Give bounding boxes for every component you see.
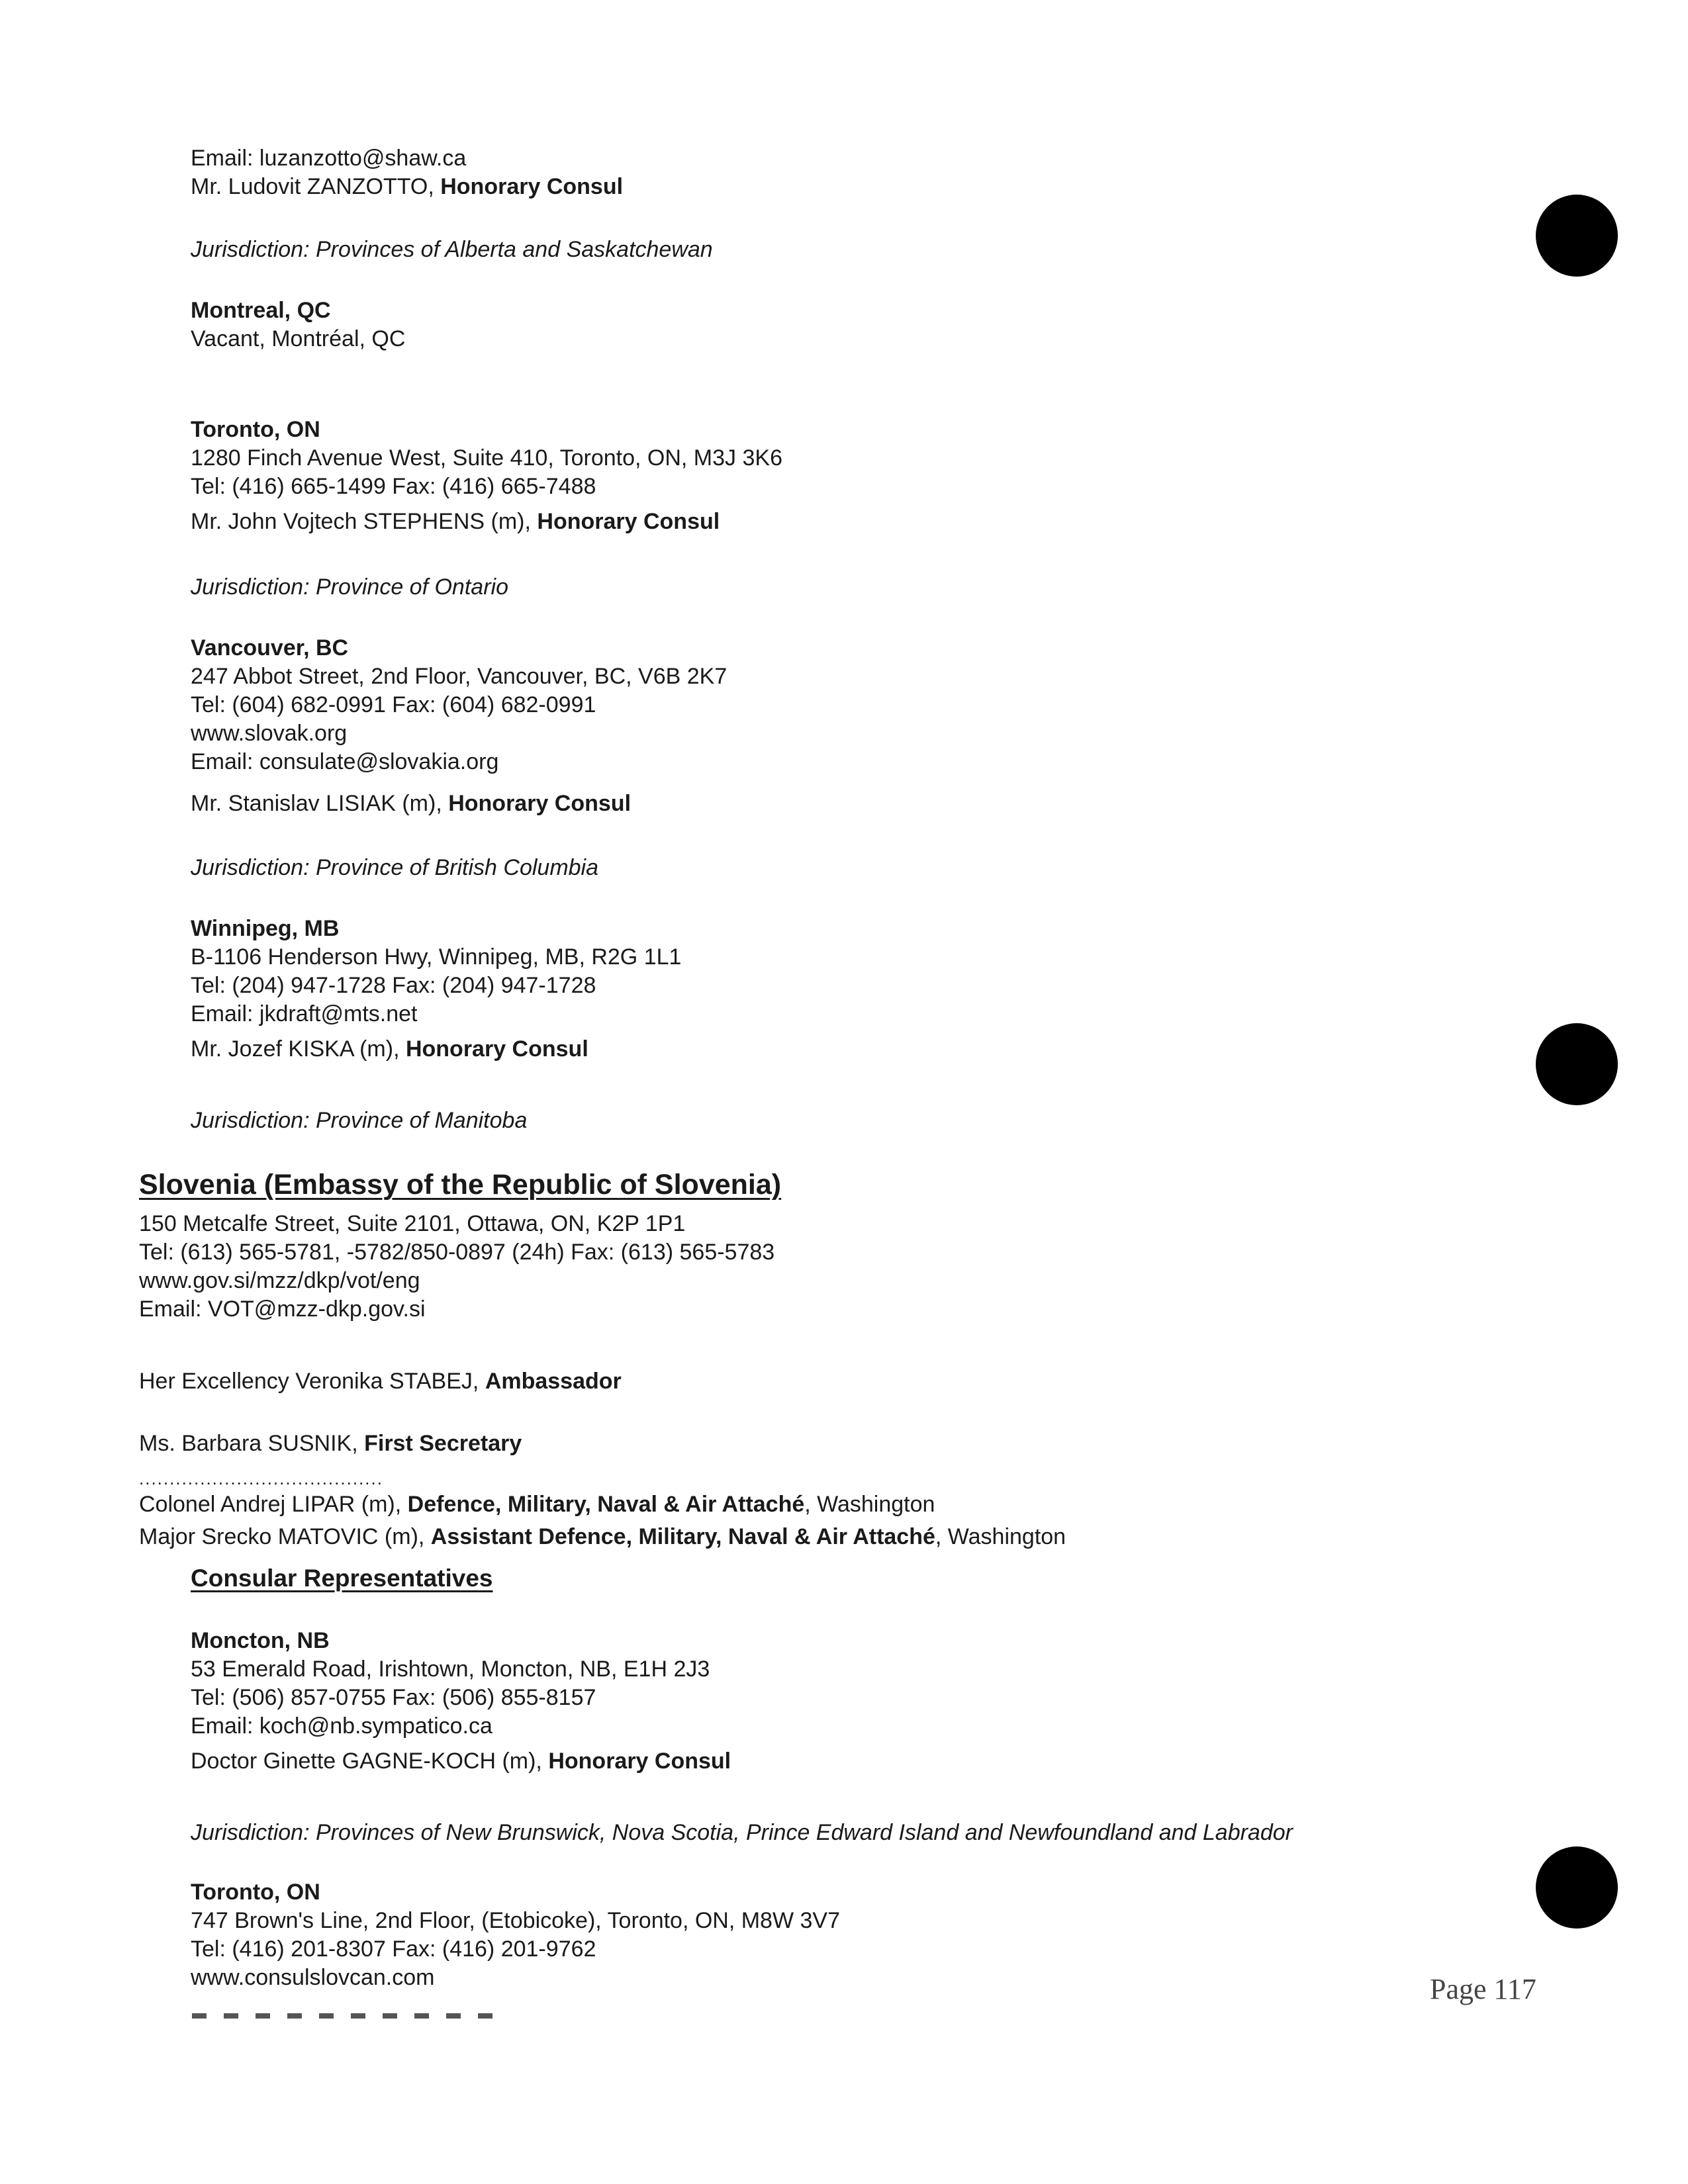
jurisdiction-line: Jurisdiction: Provinces of New Brunswick, Nova Scotia, Prince Edward Island and Newfoundland and Labrador [191,1820,1293,1845]
email-line: Email: luzanzotto@shaw.ca [191,146,467,171]
attache-list [139,1490,1066,1551]
jurisdiction-line: Jurisdiction: Province of Ontario [191,574,508,600]
city-heading: Toronto, ON [191,417,320,442]
consul-line: Mr. Ludovit ZANZOTTO, Honorary Consul [191,174,624,199]
website-line: www.gov.si/mzz/dkp/vot/eng [139,1268,420,1293]
city-heading: Vancouver, BC [191,635,349,660]
punch-hole-top [1536,195,1618,277]
cut-off-text-fragment [192,2013,510,2019]
page-number: Page 117 [1430,1973,1536,2005]
address-line: 53 Emerald Road, Irishtown, Moncton, NB, E1H 2J3 [191,1657,710,1682]
consul-entry-moncton [191,1627,731,1776]
consul-entry-toronto [191,416,782,536]
tel-line: Tel: (416) 201-8307 Fax: (416) 201-9762 [191,1936,596,1962]
consul-entry-montreal [191,296,405,353]
jurisdiction-line: Jurisdiction: Province of Manitoba [191,1108,528,1133]
consul-line: Mr. John Vojtech STEPHENS (m), Honorary Consul [191,509,720,534]
city-heading: Moncton, NB [191,1628,330,1653]
jurisdiction-line: Jurisdiction: Province of British Columbia [191,855,599,880]
email-line: Email: koch@nb.sympatico.ca [191,1713,492,1739]
consul-entry-winnipeg [191,915,681,1064]
first-secretary-line: Ms. Barbara SUSNIK, First Secretary [139,1431,522,1456]
tel-line: Tel: (613) 565-5781, -5782/850-0897 (24h) Fax: (613) 565-5783 [139,1240,775,1265]
consular-representatives-heading: Consular Representatives [191,1565,493,1592]
website-line: www.slovak.org [191,721,348,746]
address-line: 1280 Finch Avenue West, Suite 410, Toronto, ON, M3J 3K6 [191,445,782,471]
assistant-attache-line: Major Srecko MATOVIC (m), Assistant Defence, Military, Naval & Air Attaché, Washington [139,1524,1066,1549]
email-line: Email: VOT@mzz-dkp.gov.si [139,1297,426,1322]
separator-dots: ........................................ [139,1469,383,1488]
city-heading: Montreal, QC [191,298,331,323]
email-line: Email: consulate@slovakia.org [191,749,499,774]
embassy-contact [139,1210,774,1324]
consul-entry-calgary [191,144,623,201]
jurisdiction-line: Jurisdiction: Provinces of Alberta and Saskatchewan [191,237,713,262]
consul-line: Doctor Ginette GAGNE-KOCH (m), Honorary Consul [191,1749,731,1774]
address-line: 747 Brown's Line, 2nd Floor, (Etobicoke), Toronto, ON, M8W 3V7 [191,1908,841,1933]
punch-hole-middle [1536,1023,1618,1105]
city-heading: Toronto, ON [191,1880,320,1905]
address-line: 247 Abbot Street, 2nd Floor, Vancouver, BC, V6B 2K7 [191,664,727,689]
tel-line: Tel: (604) 682-0991 Fax: (604) 682-0991 [191,692,596,717]
consul-line: Mr. Stanislav LISIAK (m), Honorary Consul [191,791,632,816]
address-line: B-1106 Henderson Hwy, Winnipeg, MB, R2G 1L1 [191,944,682,970]
consul-entry-vancouver [191,634,727,818]
consul-entry-toronto-slovenia [191,1878,840,1992]
tel-line: Tel: (506) 857-0755 Fax: (506) 855-8157 [191,1685,596,1710]
address-line: 150 Metcalfe Street, Suite 2101, Ottawa, ON, K2P 1P1 [139,1211,686,1236]
attache-line: Colonel Andrej LIPAR (m), Defence, Military, Naval & Air Attaché, Washington [139,1492,935,1517]
consul-line: Mr. Jozef KISKA (m), Honorary Consul [191,1036,588,1062]
ambassador-line: Her Excellency Veronika STABEJ, Ambassador [139,1369,622,1394]
website-line: www.consulslovcan.com [191,1965,435,1990]
vacant-line: Vacant, Montréal, QC [191,326,406,351]
punch-hole-bottom [1536,1846,1618,1929]
tel-line: Tel: (416) 665-1499 Fax: (416) 665-7488 [191,474,596,499]
country-heading-slovenia: Slovenia (Embassy of the Republic of Slovenia) [139,1169,782,1201]
city-heading: Winnipeg, MB [191,916,340,941]
tel-line: Tel: (204) 947-1728 Fax: (204) 947-1728 [191,973,596,998]
email-line: Email: jkdraft@mts.net [191,1001,418,1026]
